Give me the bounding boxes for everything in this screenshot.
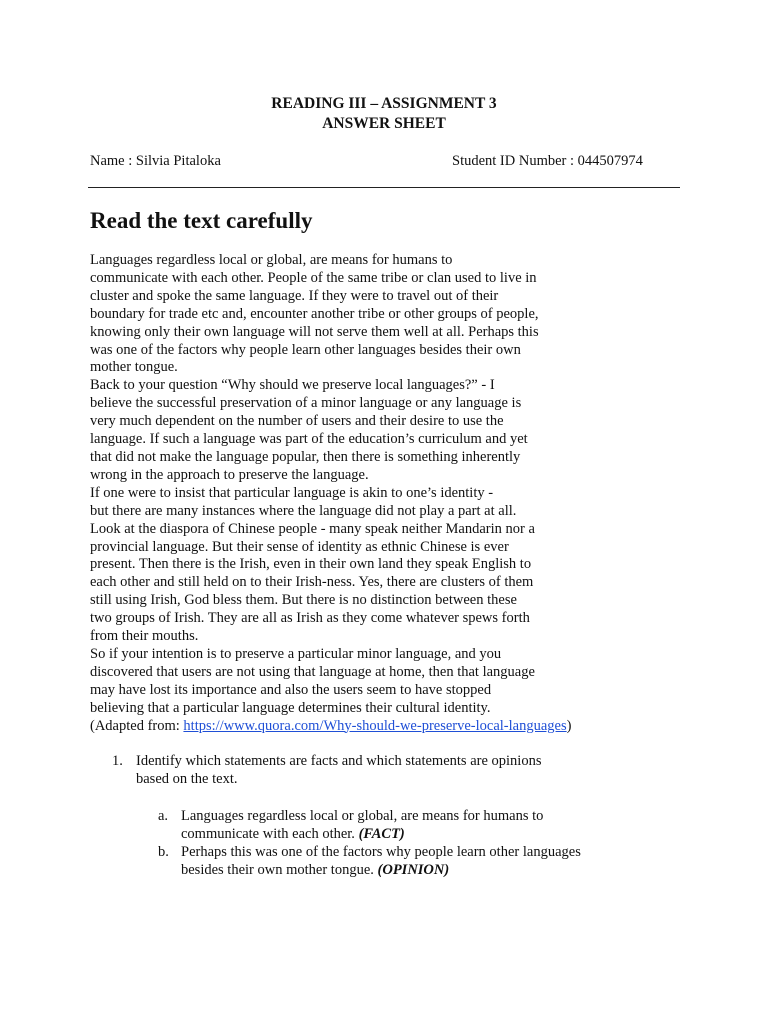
title-line-1: READING III – ASSIGNMENT 3 bbox=[271, 95, 497, 112]
passage-line: believe the successful preservation of a minor language or any language is bbox=[90, 395, 522, 412]
passage-line: language. If such a language was part of the education’s curriculum and yet bbox=[90, 431, 528, 448]
passage-line: Look at the diaspora of Chinese people - many speak neither Mandarin nor a bbox=[90, 520, 535, 537]
answer-line: Perhaps this was one of the factors why people learn other languages bbox=[181, 844, 581, 860]
passage-line: but there are many instances where the language did not play a part at all. bbox=[90, 502, 517, 519]
passage-line: very much dependent on the number of users and their desire to use the bbox=[90, 413, 504, 430]
answer-line bbox=[181, 826, 543, 844]
passage-line: Back to your question “Why should we preserve local languages?” - I bbox=[90, 377, 495, 394]
question-text bbox=[136, 753, 541, 789]
question-line: Identify which statements are facts and which statements are opinions bbox=[136, 753, 542, 769]
question-number: 1. bbox=[112, 753, 123, 769]
answer-line: Languages regardless local or global, are means for humans to bbox=[181, 808, 544, 824]
passage-line: knowing only their own language will not serve them well at all. Perhaps this bbox=[90, 323, 539, 340]
student-name: Name : Silvia Pitaloka bbox=[90, 153, 221, 169]
title-line-2: ANSWER SHEET bbox=[322, 115, 446, 132]
source-suffix: ) bbox=[566, 717, 572, 734]
passage-line: If one were to insist that particular language is akin to one’s identity - bbox=[90, 484, 494, 501]
answer-line-text: besides their own mother tongue. bbox=[181, 861, 378, 878]
passage-line: wrong in the approach to preserve the language. bbox=[90, 466, 369, 483]
passage-line: So if your intention is to preserve a particular minor language, and you bbox=[90, 645, 502, 662]
answer-tag-opinion: (OPINION) bbox=[377, 861, 450, 878]
passage-line: that did not make the language popular, then there is something inherently bbox=[90, 448, 521, 465]
answer-line-text: communicate with each other. bbox=[181, 825, 359, 842]
section-heading: Read the text carefully bbox=[90, 208, 313, 233]
source-citation bbox=[90, 718, 570, 736]
passage-line: may have lost its importance and also the users seem to have stopped bbox=[90, 681, 492, 698]
passage-line: provincial language. But their sense of identity as ethnic Chinese is ever bbox=[90, 538, 509, 555]
passage-line: was one of the factors why people learn other languages besides their own bbox=[90, 341, 521, 358]
passage-line: communicate with each other. People of the same tribe or clan used to live in bbox=[90, 269, 537, 286]
reading-passage bbox=[90, 252, 570, 735]
passage-line: present. Then there is the Irish, even in their own land they speak English to bbox=[90, 556, 532, 573]
passage-line: from their mouths. bbox=[90, 628, 199, 645]
answer-letter: b. bbox=[158, 844, 169, 860]
source-link[interactable]: https://www.quora.com/Why-should-we-preserve-local-languages bbox=[183, 717, 567, 734]
passage-line: each other and still held on to their Irish-ness. Yes, there are clusters of them bbox=[90, 574, 534, 591]
answer-line bbox=[181, 862, 581, 880]
passage-line: still using Irish, God bless them. But there is no distinction between these bbox=[90, 592, 517, 609]
source-prefix: (Adapted from: bbox=[90, 717, 184, 734]
passage-line: Languages regardless local or global, are means for humans to bbox=[90, 252, 453, 268]
passage-line: cluster and spoke the same language. If they were to travel out of their bbox=[90, 287, 499, 304]
answer-text bbox=[181, 808, 543, 844]
answer-letter: a. bbox=[158, 808, 169, 824]
student-id: Student ID Number : 044507974 bbox=[452, 153, 643, 169]
answer-tag-fact: (FACT) bbox=[358, 825, 405, 842]
passage-line: discovered that users are not using that language at home, then that language bbox=[90, 663, 535, 680]
passage-line: mother tongue. bbox=[90, 359, 178, 376]
passage-line: two groups of Irish. They are all as Irish as they come whatever spews forth bbox=[90, 610, 530, 627]
document-title bbox=[0, 94, 768, 134]
passage-line: believing that a particular language determines their cultural identity. bbox=[90, 699, 491, 716]
question-line: based on the text. bbox=[136, 770, 238, 787]
passage-line: boundary for trade etc and, encounter another tribe or other groups of people, bbox=[90, 305, 539, 322]
header-divider bbox=[88, 187, 680, 188]
answer-text bbox=[181, 844, 581, 880]
